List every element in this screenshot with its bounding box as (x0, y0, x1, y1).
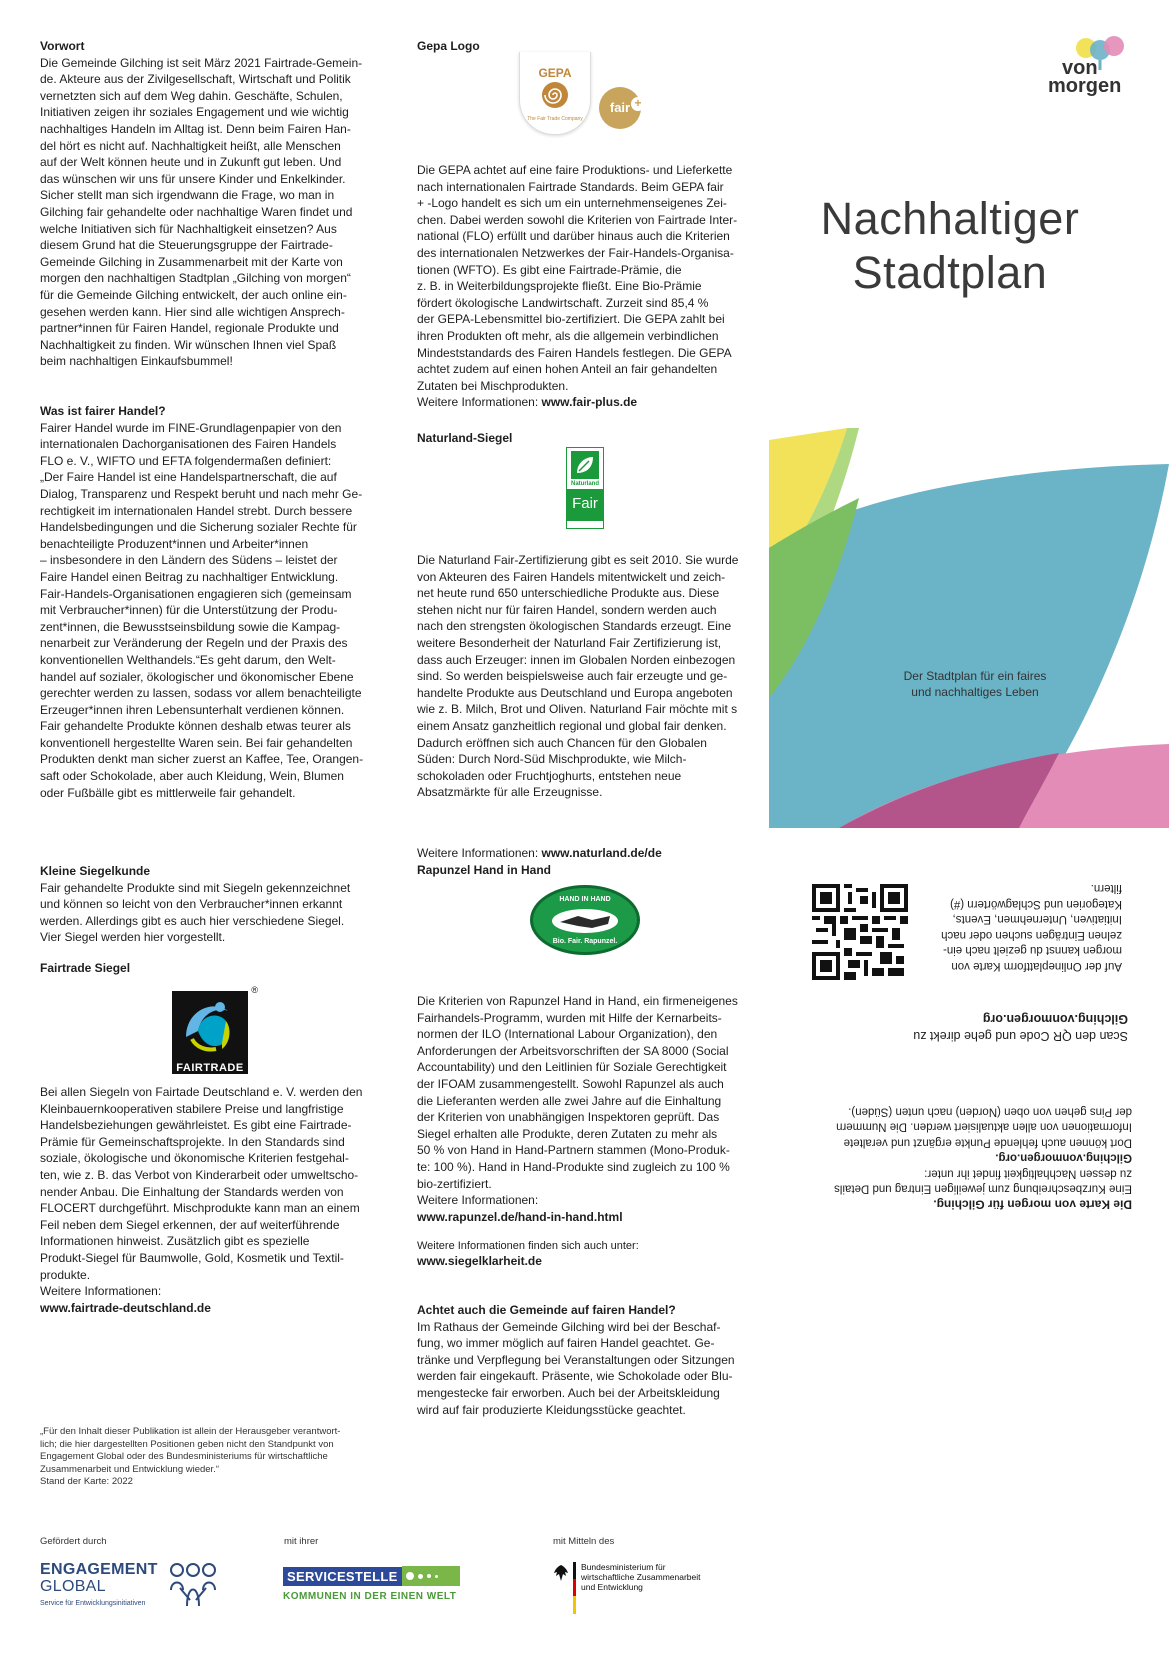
qr-instructions (922, 880, 1122, 973)
gepa-sub-text: The Fair Trade Company (527, 116, 583, 122)
servicestelle-logo (283, 1566, 483, 1608)
registered-icon: ® (251, 985, 258, 995)
leaf-icon (571, 451, 599, 479)
naturland-small-text: Naturland (570, 481, 599, 487)
fairtrade-logo-text: FAIRTRADE (176, 1062, 244, 1074)
footer-label-funded: Gefördert durch (40, 1536, 107, 1547)
siegel-section (40, 863, 380, 946)
qr-text: Auf der Onlineplattform Karte von morgen kannst du gezielt nach ein- zelnen Einträgen suchen oder nach Initiativen, Unternehmen, Events, Kategorien und Schlagwörtern (#) filtern. (941, 882, 1122, 972)
rapunzel-top-text: HAND IN HAND (559, 896, 611, 903)
disclaimer-text: „Für den Inhalt dieser Publikation ist allein der Herausgeber verantwort- lich; die hier dargestellten Positionen geben nicht den Standpunkt von Engagement Global oder des Bundesministeriums für wirtschaftliche Zusammenarbeit und Entwicklung wieder.“ Stand der Karte: 2022 (40, 1426, 341, 1487)
handshake-icon (550, 908, 620, 934)
gepa-text-body: Die GEPA achtet auf eine faire Produktions- und Lieferkette nach internationalen Fairtrade Standards. Beim GEPA fair + -Logo handelt es sich um ein unternehmenseigenes Zei- chen. Dabei werden sowohl die Kriterien von Fairtrade Inter- national (FLO) erfüllt und darüber hinaus auch die Kriterien des internationalen Netzwerkes der Fair-Handels-Organisa- tionen (WFTO). Es gibt eine Fairtrade-Prämie, die z. B. in Weiterbildungsprojekte fließt. Eine Bio-Prämie fördert ökologische Landwirtschaft. Zurzeit sind 85,4 % der GEPA-Lebensmittel bio-zertifiziert. Die GEPA zahlt bei ihren Produkten oft mehr, als die allgemein verbindlichen Mindeststandards des Fairen Handels festlegen. Die GEPA achtet zudem auf einen hohen Anteil an fair gehandelten Zutaten bei Mischprodukten. Weitere Informationen: (417, 163, 738, 410)
fair-trade-text: Fairer Handel wurde im FINE-Grundlagenpapier von den internationalen Dachorganisationen des Fairen Handels FLO e. V., WIFTO und EFTA folgendermaßen definiert: „Der Faire Handel ist eine Handelspartnerschaft, die auf Dialog, Transparenz und Respekt beruht und nach mehr Ge- rechtigkeit im internationalen Handel strebt. Durch bessere Handelsbedingungen und die Sicherung sozialer Rechte für benachteiligte Produzent*innen und Arbeiter*innen – insbesondere in den Ländern des Südens – leistet der Faire Handel einen Beitrag zu nachhaltiger Entwicklung. Fair-Handels-Organisationen engagieren sich (gemeinsam mit Verbraucher*innen) für die Unterstützung der Produ- zent*innen, die Bewusstseinsbildung sowie die Kampag- nenarbeit zur Veränderung der Regeln und der Praxis des konventionellen Welthandels.“Es geht darum, den Welt- handel auf sozialer, ökologischer und ökonomischer Ebene gerechter werden zu lassen, sodass vor allem benachteiligte Erzeuger*innen ihren Lebensunterhalt verdienen können. Fair gehandelte Produkte können deshalb etwas teurer als konventionell hergestellte Waren sein. Bei fair gehandelten Produkten denkt man sicher zuerst an Kaffee, Tee, Orangen- saft oder Schokolade, aber auch Kleidung, Wein, Blumen oder Fußbälle gibt es mittlerweile fair gehandelt. (40, 420, 364, 800)
color-shapes (769, 428, 1169, 828)
fairtrade-section (40, 1084, 380, 1316)
fairtrade-heading: Fairtrade Siegel (40, 961, 131, 975)
colored-area-mask (769, 828, 1169, 858)
page-subtitle: Der Stadtplan für ein faires und nachhaltiges Leben (903, 669, 1047, 699)
naturland-heading-box (417, 430, 757, 447)
sv-dots-icon (402, 1566, 460, 1586)
engagement-global-logo (40, 1562, 220, 1622)
naturland-link[interactable]: www.naturland.de/de (541, 846, 662, 860)
brand-line-2: morgen (1048, 75, 1122, 97)
klarheit-link[interactable]: www.siegelklarheit.de (417, 1253, 542, 1268)
gepa-link[interactable]: www.fair-plus.de (541, 395, 638, 410)
fairtrade-text: Bei allen Siegeln von Fairtade Deutschland e. V. werden den Kleinbauernkooperativen stabilere Preise und langfristige Handelsbeziehungen gewährleistet. Es gibt eine Fairtrade- Prämie für Gemeinschaftsprojekte. In den Standards sind soziale, ökologische und ökonomische Kriterien festgehal- ten, wie z. B. das Verbot von Kinderarbeit oder umweltscho- nender Anbau. Die Einhaltung der Standards werden von FLOCERT durchgeführt. Mischprodukte kann man an einem Feil neben dem Siegel erkennen, der auf weiterführende Informationen hinweist. Zusätzlich gibt es spezielle Produkt-Siegel für Baumwolle, Gold, Kosmetik und Textil- produkte. Weitere Informationen: (40, 1085, 363, 1299)
rapunzel-bottom-text: Bio. Fair. Rapunzel. (552, 938, 618, 945)
fairtrade-person-icon (172, 991, 248, 1057)
fair-plus-text: fair (609, 100, 631, 115)
naturland-more (417, 845, 762, 862)
naturland-more-label: Weitere Informationen: (417, 846, 542, 860)
people-icon (168, 1562, 218, 1608)
rapunzel-logo (530, 885, 640, 955)
column-left (40, 38, 380, 370)
title-line-1: Nachhaltiger (820, 193, 1080, 244)
disclaimer (40, 1426, 380, 1489)
gemeinde-section (417, 1302, 762, 1418)
eg-line-2: GLOBAL (40, 1578, 106, 1595)
fair-trade-heading: Was ist fairer Handel? (40, 404, 166, 418)
karte-heading: Die Karte von morgen für Gilching. (933, 1197, 1132, 1212)
sv-sub: KOMMUNEN IN DER EINEN WELT (283, 1591, 457, 1602)
naturland-text: Die Naturland Fair-Zertifizierung gibt es seit 2010. Sie wurde von Akteuren des Fairen Handels mitentwickelt und zeich- net heute rund 650 unterschiedliche Produkte aus. Diese stehen nicht nur für fairen Handel, sondern werden auch nach den strengsten ökologischen Standards erzeugt. Eine weitere Besonderheit der Naturland Fair Zertifizierung ist, dass auch Erzeuger: innen im Globalen Norden einbezogen sind. So werden beispielsweise auch fair erzeugte und ge- handelte Produkte aus Deutschland und Europa angeboten wie z. B. Milch, Brot und Oliven. Naturland Fair möchte mit s einem Ansatz ganzheitlich regional und global fair denken. Dadurch eröffnen sich auch Chancen für den Globalen Süden: Durch Nord-Süd Mischprodukte, wie Milch- schokoladen oder Fruchtjoghurts, entstehen neue Absatzmärkte für alle Erzeugnisse. (417, 553, 739, 800)
fair-trade-section (40, 403, 380, 801)
plus-icon: + (631, 97, 645, 111)
title-line-2: Stadtplan (852, 247, 1048, 298)
klarheit-section (417, 1240, 762, 1269)
naturland-more-box (417, 845, 762, 878)
sv-title: SERVICESTELLE (283, 1567, 402, 1586)
vorwort-heading: Vorwort (40, 39, 85, 53)
eg-sub: Service für Entwicklungsinitiativen (40, 1600, 146, 1607)
gemeinde-text: Im Rathaus der Gemeinde Gilching wird bei der Beschaf- fung, wo immer möglich auf fairen Handel geachtet. Ge- tränke und Verpflegung bei Veranstaltungen oder Sitzungen werden fair eingekauft. Präsente, wie Schokolade oder Blu- mengestecke fair erworben. Auch bei der Arbeitskleidung wird auf fair produzierte Kleidungsstücke geachtet. (417, 1319, 735, 1417)
footer-label-means: mit Mitteln des (553, 1536, 615, 1547)
sv-title-bar (283, 1566, 483, 1586)
bmz-text: Bundesministerium für wirtschaftliche Zusammenarbeit und Entwicklung (581, 1562, 701, 1592)
qr-scan-box (868, 1010, 1128, 1044)
rapunzel-link[interactable]: www.rapunzel.de/hand-in-hand.html (417, 1209, 623, 1224)
klarheit-text: Weitere Informationen finden sich auch unter: (417, 1240, 639, 1252)
fairtrade-logo (172, 985, 258, 1074)
fairtrade-heading-box (40, 960, 380, 977)
karte-text-2: Dort können auch fehlende Punkte ergänzt und veraltete Informationen von allen aktualisiert werden. Die Nummern der Pins gehen von oben (Norden) nach unten (Süden). (836, 1105, 1132, 1149)
rapunzel-section (417, 993, 762, 1225)
gepa-text (417, 162, 762, 411)
qr-code[interactable] (812, 884, 908, 980)
page-title (800, 192, 1100, 300)
rapunzel-text: Die Kriterien von Rapunzel Hand in Hand, ein firmeneigenes Fairhandels-Programm, wurden mit Hilfe der Kernarbeits- normen der ILO (International Labour Organization), den Anforderungen der Arbeitsvorschriften der SA 8000 (Social Accountability) und den Leitlinien für Soziale Gerechtigkeit der IFOAM zusammengestellt. Sowohl Rapunzel als auch die Lieferanten werden alle zwei Jahre auf die Einhaltung der Kriterien von unabhängigen Inspektoren geprüft. Das Siegel erhalten alle Produkte, deren Zutaten zu mehr als 50 % von Hand in Hand-Partnern stammen (Mono-Produk- te: 100 %). Hand in Hand-Produkte sind zugleich zu 100 % bio-zertifiziert. Weitere Informationen: (417, 994, 738, 1208)
karte-link[interactable]: Gilching.vonmorgen.org. (995, 1152, 1132, 1164)
bmz-logo (553, 1562, 753, 1622)
qr-link[interactable]: Gilching.vonmorgen.org (982, 1012, 1128, 1026)
siegel-text: Fair gehandelte Produkte sind mit Siegeln gekennzeichnet und können so leicht von den Verbraucher*innen erkannt werden. Allerdings gibt es auch hier verschiedene Siegel. Vier Siegel werden hier vorgestellt. (40, 880, 351, 945)
naturland-fair-text: Fair (567, 489, 603, 521)
gepa-heading: Gepa Logo (417, 39, 480, 53)
naturland-logo (566, 447, 604, 529)
gemeinde-heading: Achtet auch die Gemeinde auf fairen Handel? (417, 1303, 676, 1317)
gepa-section (417, 162, 762, 411)
naturland-heading: Naturland-Siegel (417, 431, 513, 445)
brand-line-1: von (1062, 57, 1098, 79)
von-morgen-logo (1020, 36, 1120, 100)
spiral-icon (540, 80, 570, 110)
siegel-heading: Kleine Siegelkunde (40, 864, 151, 878)
flag-bar (573, 1562, 576, 1614)
eg-line-1: ENGAGEMENT (40, 1561, 158, 1578)
naturland-section (417, 552, 762, 801)
karte-box (818, 1103, 1132, 1212)
footer-label-with: mit ihrer (284, 1536, 319, 1547)
eagle-icon (553, 1564, 569, 1582)
fairtrade-link[interactable]: www.fairtrade-deutschland.de (40, 1300, 211, 1315)
gepa-logo (519, 52, 591, 135)
rapunzel-heading: Rapunzel Hand in Hand (417, 862, 552, 877)
gepa-logo-text: GEPA (538, 66, 572, 80)
karte-text-1: Eine Kurzbeschreibung zum jeweiligen Eintrag und Details zu dessen Nachhaltigkeit findet ihr unter: (834, 1167, 1132, 1195)
qr-scan-text: Scan den QR Code und gehe direkt zu (913, 1029, 1128, 1043)
vorwort-text: Die Gemeinde Gilching ist seit März 2021 Fairtrade-Gemein- de. Akteure aus der Zivilgesellschaft, Wirtschaft und Politik vernetzten sich auf dem Weg dahin. Geschäfte, Schulen, Initiativen zeigen ihr soziales Engagement und wie wichtig nachhaltiges Handeln im Alltag ist. Denn beim Fairen Han- del hört es nicht auf. Nachhaltigkeit heißt, alle Menschen auf der Welt können heute und in Zukunft gut leben. Und das wünschen wir uns für unsere Kinder und Enkelkinder. Sicher stellt man sich irgendwann die Frage, wo man in Gilching fair gehandelte oder nachhaltige Waren findet und welche Initiativen sich für Nachhaltigkeit einsetzen? Aus diesem Grund hat die Steuerungsgruppe der Fairtrade- Gemeinde Gilching in Zusammenarbeit mit der Karte von morgen den nachhaltigen Stadtplan „Gilching von morgen“ für die Gemeinde Gilching entwickelt, der auch online ein- gesehen werden kann. Hier sind alle wichtigen Ansprech- partner*innen für Fairen Handel, regionale Produkte und Nachhaltigkeit zu finden. Wir wünschen Ihnen viel Spaß beim nachhaltigen Einkaufsbummel! (40, 55, 363, 369)
fair-plus-logo (599, 87, 641, 129)
